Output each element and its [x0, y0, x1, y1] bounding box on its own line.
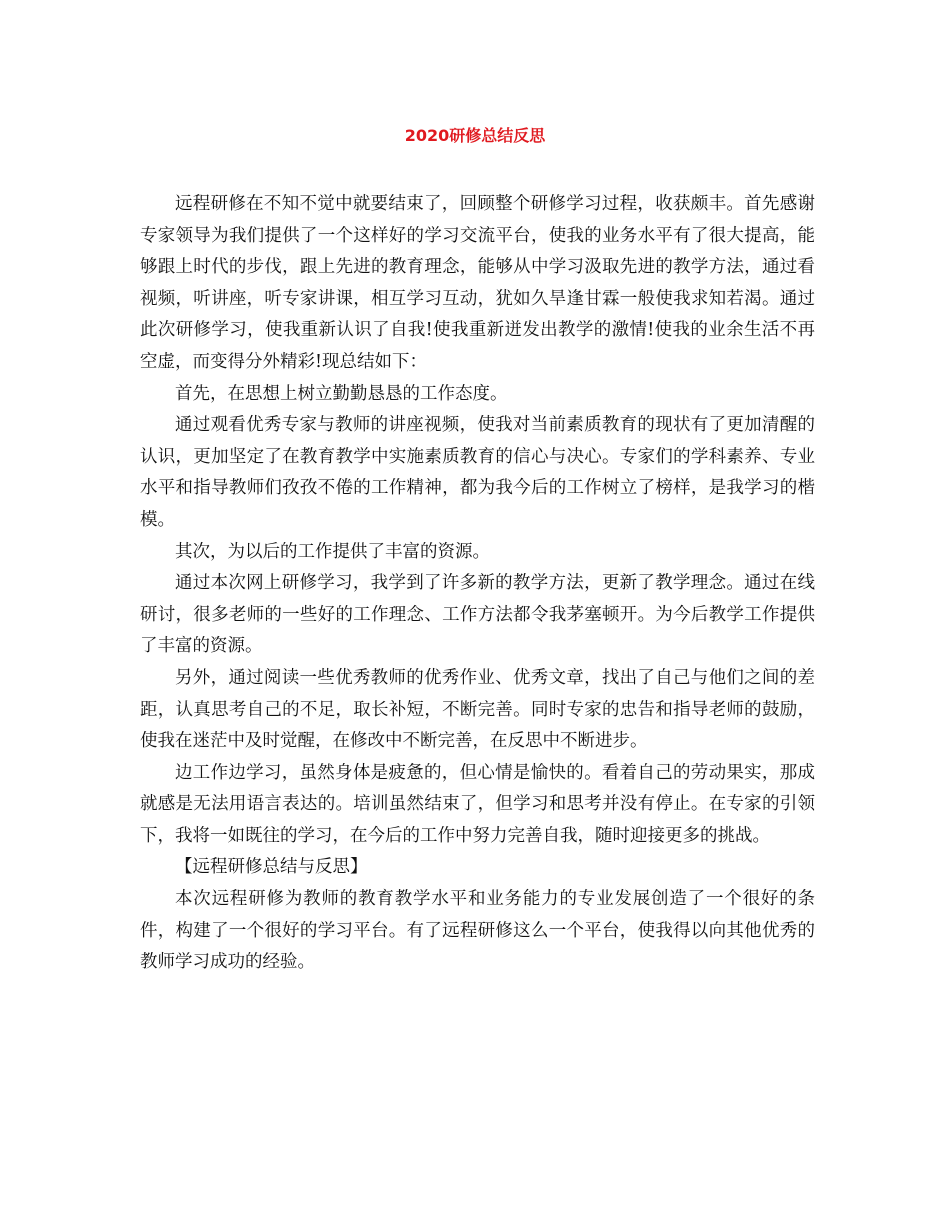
paragraph-second-detail: 通过本次网上研修学习，我学到了许多新的教学方法，更新了教学理念。通过在线研讨，很多老师的一些好的工作理念、工作方法都令我茅塞顿开。为今后教学工作提供了丰富的资源。: [140, 573, 815, 657]
paragraph-intro: 远程研修在不知不觉中就要结束了，回顾整个研修学习过程，收获颇丰。首先感谢专家领导为我们提供了一个这样好的学习交流平台，使我的业务水平有了很大提高，能够跟上时代的步伐，跟上先进的教育理念，能够从中学习汲取先进的教学方法，通过看视频，听讲座，听专家讲课，相互学习互动，犹如久旱逢甘霖一般使我求知若渴。通过此次研修学习，使我重新认识了自我!使我重新迸发出教学的激情!使我的业余生活不再空虚，而变得分外精彩!现总结如下：: [140, 194, 815, 372]
document-title: 2020研修总结反思: [404, 126, 546, 145]
paragraph-section-heading: 【远程研修总结与反思】: [175, 857, 368, 878]
document-body: [140, 189, 815, 979]
paragraph-heading-first: 首先，在思想上树立勤勤恳恳的工作态度。: [175, 383, 508, 404]
paragraph-heading-second: 其次，为以后的工作提供了丰富的资源。: [175, 541, 490, 562]
paragraph-work-and-study: 边工作边学习，虽然身体是疲惫的，但心情是愉快的。看着自己的劳动果实，那成就感是无法用语言表达的。培训虽然结束了，但学习和思考并没有停止。在专家的引领下，我将一如既往的学习，在今后的工作中努力完善自我，随时迎接更多的挑战。: [140, 762, 815, 846]
paragraph-summary: 本次远程研修为教师的教育教学水平和业务能力的专业发展创造了一个很好的条件，构建了一个很好的学习平台。有了远程研修这么一个平台，使我得以向其他优秀的教师学习成功的经验。: [140, 889, 815, 973]
paragraph-first-detail: 通过观看优秀专家与教师的讲座视频，使我对当前素质教育的现状有了更加清醒的认识，更加坚定了在教育教学中实施素质教育的信心与决心。专家们的学科素养、专业水平和指导教师们孜孜不倦的工作精神，都为我今后的工作树立了榜样，是我学习的楷模。: [140, 415, 815, 530]
paragraph-additionally: 另外，通过阅读一些优秀教师的优秀作业、优秀文章，找出了自己与他们之间的差距，认真思考自己的不足，取长补短，不断完善。同时专家的忠告和指导老师的鼓励，使我在迷茫中及时觉醒，在修改中不断完善，在反思中不断进步。: [140, 667, 815, 752]
